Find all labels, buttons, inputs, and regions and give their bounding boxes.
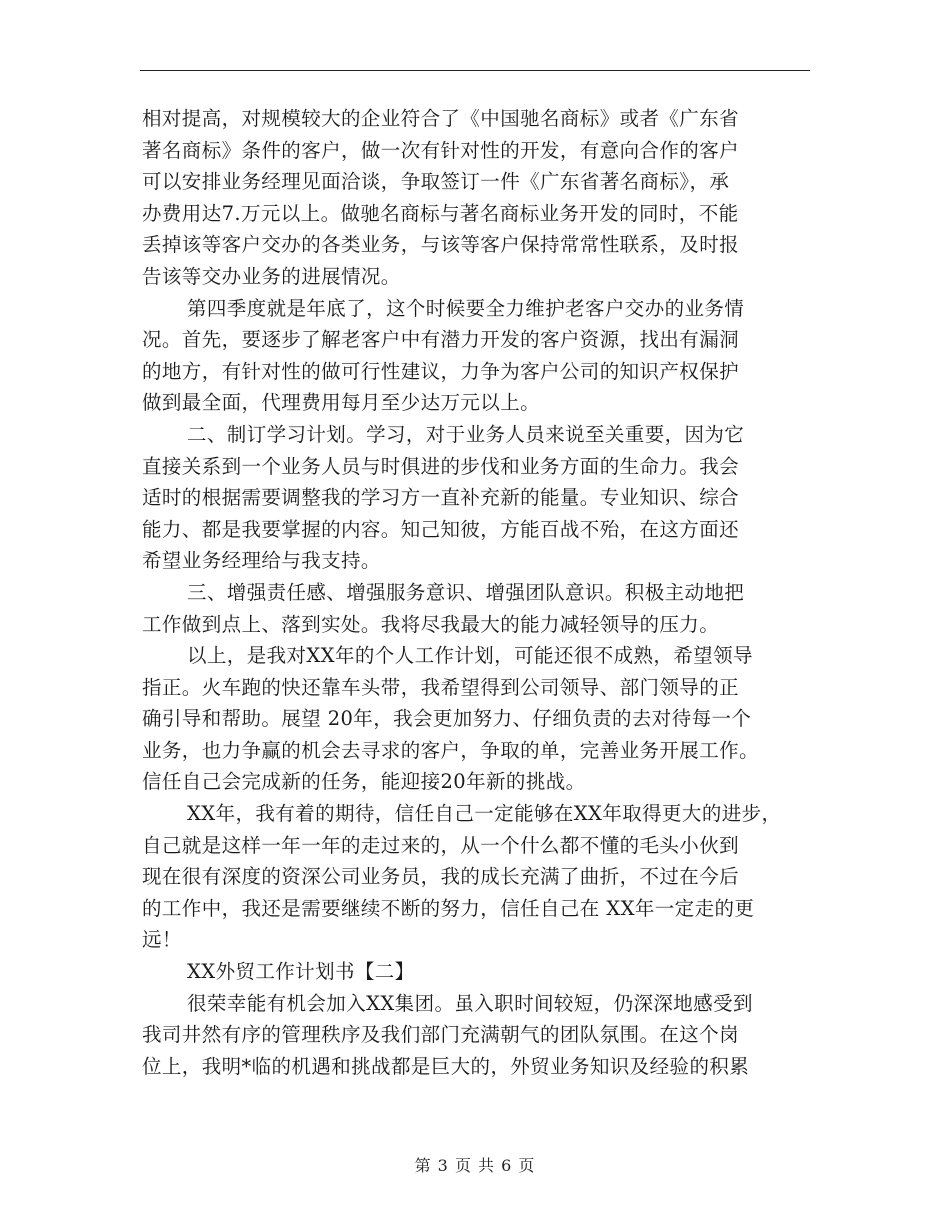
text-line: 直接关系到一个业务人员与时俱进的步伐和业务方面的生命力。我会 — [142, 454, 740, 478]
text-line: 丢掉该等客户交办的各类业务，与该等客户保持常常性联系，及时报 — [142, 233, 740, 257]
text-line: 适时的根据需要调整我的学习方一直补充新的能量。专业知识、综合 — [142, 486, 740, 510]
text-line: 确引导和帮助。展望 20年，我会更加努力、仔细负责的去对待每一个 — [142, 707, 752, 731]
text-line: 位上，我明*临的机遇和挑战都是巨大的，外贸业务知识及经验的积累 — [142, 1054, 750, 1078]
text-line: 信任自己会完成新的任务，能迎接20年新的挑战。 — [142, 770, 586, 794]
text-line: 的地方，有针对性的做可行性建议，力争为客户公司的知识产权保护 — [142, 359, 740, 383]
text-line: 办费用达7.万元以上。做驰名商标与著名商标业务开发的同时，不能 — [142, 201, 739, 225]
text-line: 以上，是我对XX年的个人工作计划，可能还很不成熟，希望领导 — [187, 644, 753, 668]
text-line: 第四季度就是年底了，这个时候要全力维护老客户交办的业务情 — [187, 296, 745, 320]
text-line: 相对提高，对规模较大的企业符合了《中国驰名商标》或者《广东省 — [142, 107, 740, 130]
page-number: 第 3 页 共 6 页 — [414, 1156, 536, 1175]
text-line: 做到最全面，代理费用每月至少达万元以上。 — [142, 391, 541, 415]
text-line: 工作做到点上、落到实处。我将尽我最大的能力减轻领导的压力。 — [142, 612, 720, 636]
text-line: 三、增强责任感、增强服务意识、增强团队意识。积极主动地把 — [187, 580, 745, 604]
text-line: 指正。火车跑的快还靠车头带，我希望得到公司领导、部门领导的正 — [142, 675, 740, 699]
text-line: 告该等交办业务的进展情况。 — [142, 264, 401, 288]
text-line: 很荣幸能有机会加入XX集团。虽入职时间较短，仍深深地感受到 — [187, 991, 753, 1015]
text-line: 可以安排业务经理见面洽谈，争取签订一件《广东省著名商标》，承 — [142, 170, 730, 194]
header-rule — [140, 70, 810, 71]
text-line: 希望业务经理给与我支持。 — [142, 549, 381, 573]
document-body — [142, 103, 810, 1082]
text-line: 业务，也力争赢的机会去寻求的客户，争取的单，完善业务开展工作。 — [142, 738, 759, 762]
text-line: 远！ — [142, 928, 182, 952]
text-line: 的工作中，我还是需要继续不断的努力，信任自己在 XX年一定走的更 — [142, 896, 755, 920]
text-line: XX年，我有着的期待，信任自己一定能够在XX年取得更大的进步， — [187, 802, 782, 826]
text-line: 二、制订学习计划。学习，对于业务人员来说至关重要，因为它 — [187, 422, 745, 446]
text-line: 况。首先，要逐步了解老客户中有潜力开发的客户资源，找出有漏洞 — [142, 328, 740, 352]
text-line: 自己就是这样一年一年的走过来的，从一个什么都不懂的毛头小伙到 — [142, 833, 740, 857]
text-line: XX外贸工作计划书【二】 — [187, 960, 415, 984]
text-line: 我司井然有序的管理秩序及我们部门充满朝气的团队氛围。在这个岗 — [142, 1023, 740, 1047]
text-line: 著名商标》条件的客户，做一次有针对性的开发，有意向合作的客户 — [142, 138, 740, 162]
text-line: 能力、都是我要掌握的内容。知己知彼，方能百战不殆，在这方面还 — [142, 517, 740, 541]
text-line: 现在很有深度的资深公司业务员，我的成长充满了曲折，不过在今后 — [142, 865, 740, 889]
